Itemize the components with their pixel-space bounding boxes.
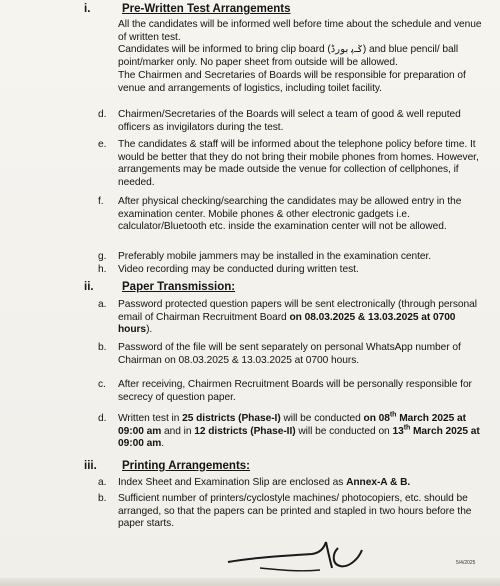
text-run: Password protected question papers will be sent electronically (through personal email of Chairman Recruitment Board	[118, 299, 477, 323]
text-run: th	[403, 424, 411, 432]
text-run: and in	[161, 425, 195, 437]
list-marker: e.	[98, 139, 107, 150]
list-marker: d.	[98, 109, 107, 120]
section-title: Pre-Written Test Arrangements	[122, 3, 291, 15]
list-item	[98, 379, 492, 404]
text-run: 13	[392, 425, 404, 437]
text-run: March 2025 at 09:00 am	[118, 425, 480, 450]
text-run: Chairmen/Secretaries of the Boards will select a team of good & well reputed officers as invigilators during the test.	[118, 109, 461, 133]
list-item	[98, 196, 492, 234]
section-numeral: iii.	[84, 460, 97, 472]
list-marker: d.	[98, 413, 107, 424]
text-run: 25 districts (Phase-I)	[182, 413, 281, 424]
text-run: .	[161, 438, 164, 450]
text-run: After receiving, Chairmen Recruitment Boards will be personally responsible for secrecy of question paper.	[118, 379, 472, 403]
text-run: th	[389, 411, 397, 419]
section-title: Printing Arrangements:	[122, 460, 251, 472]
list-item	[98, 264, 492, 277]
list-marker: a.	[98, 477, 107, 488]
text-run: Index Sheet and Examination Slip are enclosed as	[118, 477, 347, 488]
text-run: will be conducted	[280, 413, 364, 424]
list-marker: c.	[98, 379, 106, 390]
list-marker: b.	[98, 342, 107, 353]
text-run: The candidates & staff will be informed about the telephone policy before time. It would be better that they do not bring their mobile phones from homes. However, arrangements may be made outside the venue for collection of cellphones, if needed.	[118, 139, 479, 188]
text-run: will be conducted on	[295, 425, 393, 437]
text-run: All the candidates will be informed well before time about the schedule and venue of written test.	[118, 19, 482, 43]
text-run: March 2025 at 09:00 am	[118, 413, 466, 437]
list-item	[118, 44, 492, 69]
list-marker: f.	[98, 196, 104, 207]
list-item	[118, 70, 492, 95]
text-run: Preferably mobile jammers may be installed in the examination center.	[118, 251, 432, 262]
text-run: 12 districts (Phase-II)	[194, 425, 296, 437]
text-run: Password of the file will be sent separately on personal WhatsApp number of Chairman on 08.03.2025 & 13.03.2025 at 0700 hours.	[118, 342, 461, 366]
date-stamp: 5/4/2025	[456, 560, 476, 566]
text-run: Sufficient number of printers/cyclostyle machines/ photocopiers, etc. should be arranged, so that the papers can be printed and stapled in two hours before the paper starts.	[118, 493, 472, 530]
list-item	[98, 139, 492, 189]
section-numeral: ii.	[84, 281, 94, 293]
list-marker: g.	[98, 251, 107, 262]
list-item	[98, 477, 492, 490]
text-run: After physical checking/searching the candidates may be allowed entry in the examination center. Mobile phones & other electronic gadgets i.e. calculator/Bluetooth etc. inside the examination center will not be allowed.	[118, 196, 462, 233]
list-item	[118, 19, 492, 44]
text-run: Candidates will be informed to bring clip board (ݢـﭘ ﺑﻮرڈ) and blue pencil/ ball point/marker only. No paper sheet from outside will be allowed.	[118, 44, 459, 68]
list-marker: b.	[98, 493, 107, 504]
signature-image	[220, 528, 380, 578]
text-run: Written test in	[118, 413, 183, 424]
text-run: on 08.03.2025 & 13.03.2025 at 0700 hours	[118, 311, 456, 336]
text-run: ).	[146, 324, 153, 336]
list-item	[98, 342, 492, 367]
text-run: Annex-A & B.	[346, 477, 411, 488]
list-item	[98, 299, 492, 337]
list-marker: h.	[98, 264, 107, 275]
page-bottom-edge	[0, 578, 500, 586]
list-item	[98, 493, 492, 531]
list-item	[98, 411, 492, 451]
section-title: Paper Transmission:	[122, 281, 236, 293]
text-run: on 08	[363, 413, 390, 424]
list-item	[98, 109, 492, 134]
list-marker: a.	[98, 299, 107, 310]
text-run: The Chairmen and Secretaries of Boards will be responsible for preparation of venue and arrangements of logistics, including toilet facility.	[118, 70, 466, 94]
list-item	[98, 251, 492, 264]
section-numeral: i.	[84, 3, 91, 15]
text-run: Video recording may be conducted during written test.	[118, 264, 359, 275]
